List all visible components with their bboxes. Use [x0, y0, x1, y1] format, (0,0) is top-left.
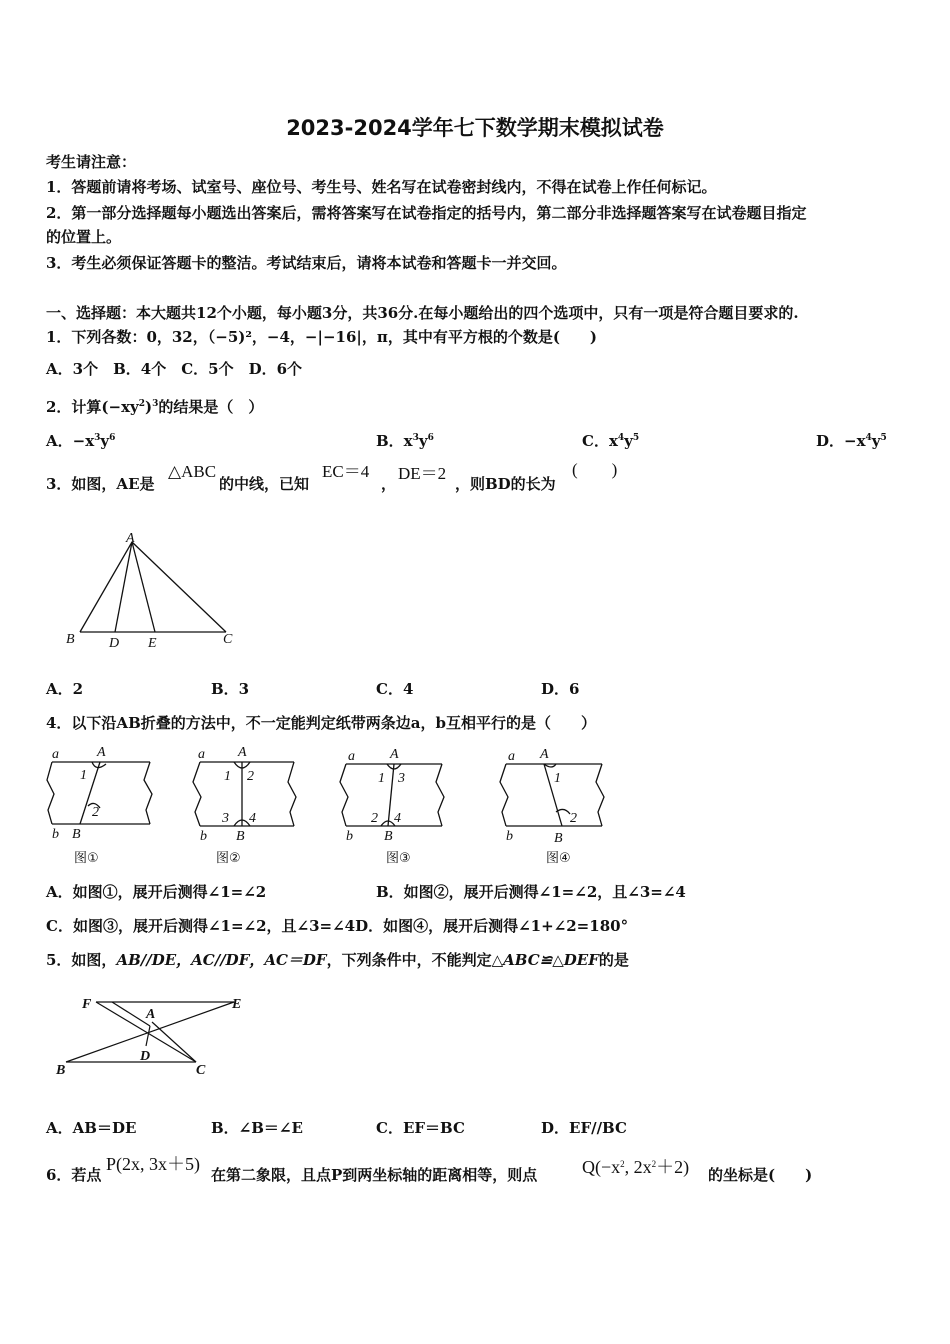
svg-text:b: b	[506, 829, 513, 844]
label-e: E	[148, 636, 157, 651]
svg-text:1: 1	[378, 771, 385, 786]
notice-item-3: 3．考生必须保证答题卡的整洁。考试结束后，请将本试卷和答题卡一并交回。	[46, 254, 567, 272]
svg-text:A: A	[540, 747, 549, 762]
comma: ，	[381, 475, 397, 493]
question-6-stem-c: 的坐标是( )	[708, 1166, 813, 1184]
question-6-stem: 6．若点	[46, 1166, 102, 1184]
label-a: A	[126, 531, 135, 546]
svg-text:F: F	[82, 997, 92, 1012]
question-2-option-c: C．$x^4y^5$	[582, 432, 640, 450]
question-2-option-a: A．$-x^3y^6$	[46, 432, 116, 450]
svg-text:4: 4	[394, 811, 401, 826]
question-2-option-b: B．$x^3y^6$	[376, 432, 434, 450]
question-6-stem-b: 在第二象限，且点P到两坐标轴的距离相等，则点	[211, 1166, 538, 1184]
page-title: 2023-2024学年七下数学期末模拟试卷	[286, 116, 664, 140]
svg-text:b: b	[52, 827, 59, 842]
question-5-option-d: D．EF//BC	[541, 1119, 627, 1137]
point-q: $Q(-x^2$, $2x^2+2$)	[582, 1157, 690, 1177]
svg-text:b: b	[346, 829, 353, 844]
question-3-stem-c: ，则BD的长为	[455, 475, 556, 493]
svg-text:A: A	[390, 747, 399, 762]
de-value: DE＝2	[398, 464, 447, 483]
notice-item-2-cont: 的位置上。	[46, 228, 122, 246]
svg-text:1: 1	[80, 768, 87, 783]
svg-text:3: 3	[222, 811, 229, 826]
figure-2-caption: 图②	[216, 851, 241, 866]
svg-text:C: C	[196, 1063, 206, 1078]
question-3-option-b: B．3	[211, 680, 250, 698]
svg-text:A: A	[146, 1007, 156, 1022]
figure-1-caption: 图①	[74, 851, 99, 866]
svg-text:b: b	[200, 829, 207, 844]
question-5-option-c: C．EF＝BC	[376, 1119, 465, 1137]
fold-figure-2	[186, 742, 306, 867]
question-3-option-d: D．6	[541, 680, 580, 698]
question-2-stem: 2．计算$(-xy^2)^3$的结果是（ ）	[46, 398, 264, 416]
point-p: P(2x, 3x＋5)	[106, 1154, 200, 1174]
svg-text:B: B	[236, 829, 245, 844]
triangle-figure	[60, 528, 250, 653]
question-4-option-cd: C．如图③，展开后测得∠1=∠2，且∠3=∠4D．如图④，展开后测得∠1+∠2=180°	[46, 917, 629, 935]
svg-text:D: D	[140, 1049, 151, 1064]
question-4-option-b: B．如图②，展开后测得∠1=∠2，且∠3=∠4	[376, 883, 686, 901]
triangle-abc: △ABC	[168, 462, 217, 481]
question-1-options: A．3个 B．4个 C．5个 D．6个	[46, 360, 303, 378]
svg-text:2: 2	[92, 805, 99, 820]
notice-item-2: 2．第一部分选择题每小题选出答案后，需将答案写在试卷指定的括号内，第二部分非选择题答案写在试卷题目指定	[46, 204, 807, 222]
question-4-option-a: A．如图①，展开后测得∠1=∠2	[46, 883, 267, 901]
svg-text:E: E	[232, 997, 242, 1012]
question-5-option-b: B．∠B＝∠E	[211, 1119, 303, 1137]
label-d: D	[109, 636, 120, 651]
question-4-stem: 4．以下沿AB折叠的方法中，不一定能判定纸带两条边a，b互相平行的是（ ）	[46, 714, 596, 732]
question-3-option-c: C．4	[376, 680, 414, 698]
svg-text:2: 2	[371, 811, 378, 826]
label-c: C	[223, 632, 233, 647]
fold-figure-3	[334, 742, 454, 867]
svg-text:B: B	[56, 1063, 66, 1078]
svg-text:B: B	[554, 831, 563, 846]
fold-figure-1	[40, 742, 160, 867]
svg-text:1: 1	[224, 769, 231, 784]
notice-heading: 考生请注意：	[46, 153, 137, 171]
fold-figure-4	[494, 742, 614, 867]
svg-text:A: A	[238, 745, 247, 760]
answer-paren: ( )	[572, 460, 618, 479]
triangles-figure	[52, 990, 252, 1085]
label-a: a	[52, 747, 59, 762]
svg-text:A: A	[97, 745, 106, 760]
question-3-stem-b: 的中线，已知	[219, 475, 310, 493]
svg-text:a: a	[348, 749, 355, 764]
question-5-stem: 5．如图，AB//DE，AC//DF，AC＝DF，下列条件中，不能判定△ABC≌△DEF的是	[46, 951, 629, 969]
question-3-stem: 3．如图，AE是	[46, 475, 155, 493]
svg-text:3: 3	[398, 771, 405, 786]
svg-text:4: 4	[249, 811, 256, 826]
ec-value: EC＝4	[322, 462, 370, 481]
svg-text:B: B	[72, 827, 81, 842]
question-5-option-a: A．AB＝DE	[46, 1119, 137, 1137]
svg-text:a: a	[198, 747, 205, 762]
question-1-stem: 1．下列各数：0，32，（−5)²，−4，−|−16|，π，其中有平方根的个数是( )	[46, 328, 598, 346]
svg-text:a: a	[508, 749, 515, 764]
svg-text:B: B	[384, 829, 393, 844]
question-2-option-d: D．$-x^4y^5$	[816, 432, 887, 450]
notice-item-1: 1．答题前请将考场、试室号、座位号、考生号、姓名写在试卷密封线内，不得在试卷上作任何标记。	[46, 178, 717, 196]
figure-4-caption: 图④	[546, 851, 571, 866]
svg-text:1: 1	[554, 771, 561, 786]
figure-3-caption: 图③	[386, 851, 411, 866]
svg-text:2: 2	[570, 811, 577, 826]
svg-text:2: 2	[247, 769, 254, 784]
question-3-option-a: A．2	[46, 680, 84, 698]
section-heading: 一、选择题：本大题共12个小题，每小题3分，共36分.在每小题给出的四个选项中，只有一项是符合题目要求的.	[46, 304, 799, 322]
label-b: B	[66, 632, 75, 647]
